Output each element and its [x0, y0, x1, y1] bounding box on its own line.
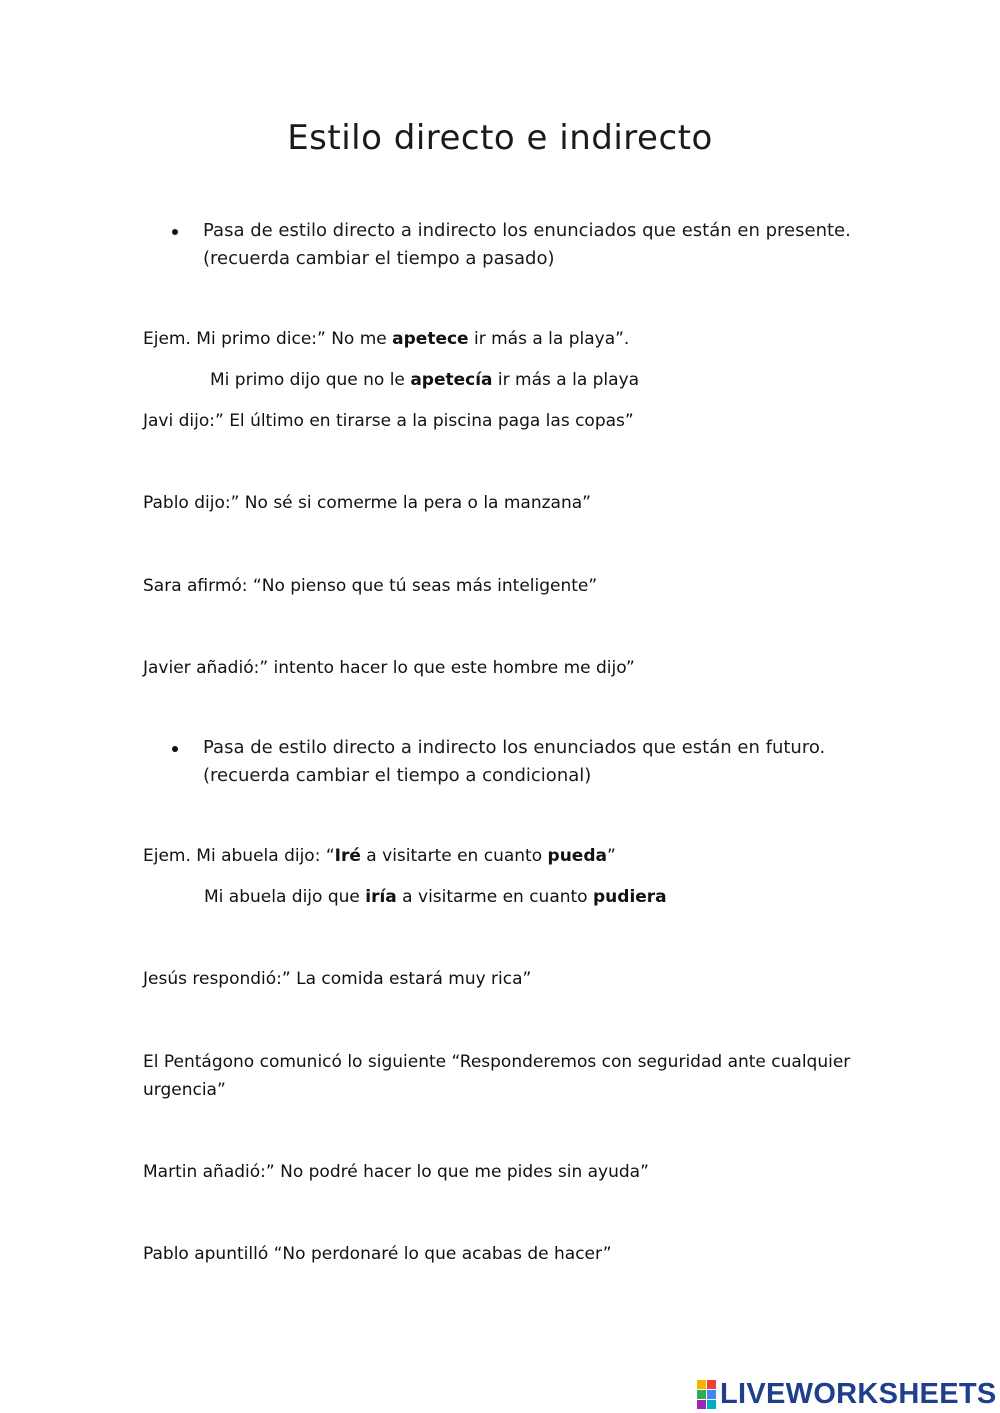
- liveworksheets-logo-icon: [697, 1380, 716, 1409]
- example-2-direct: Ejem. Mi abuela dijo: “Iré a visitarte en cuanto pueda”: [143, 846, 616, 866]
- example-1-indirect: Mi primo dijo que no le apetecía ir más a la playa: [210, 370, 640, 390]
- sentence: Javi dijo:” El último en tirarse a la piscina paga las copas”: [143, 411, 634, 431]
- sentence: Javier añadió:” intento hacer lo que este hombre me dijo”: [143, 658, 635, 678]
- instruction-1-line-1: Pasa de estilo directo a indirecto los enunciados que están en presente.: [203, 220, 851, 241]
- sentence: urgencia”: [143, 1080, 226, 1100]
- instruction-1-line-2: (recuerda cambiar el tiempo a pasado): [203, 248, 555, 269]
- sentence: Sara afirmó: “No pienso que tú seas más inteligente”: [143, 576, 598, 596]
- sentence: El Pentágono comunicó lo siguiente “Responderemos con seguridad ante cualquier: [143, 1052, 851, 1072]
- sentence: Martin añadió:” No podré hacer lo que me pides sin ayuda”: [143, 1162, 649, 1182]
- sentence: Pablo dijo:” No sé si comerme la pera o la manzana”: [143, 493, 591, 513]
- example-1-direct: Ejem. Mi primo dice:” No me apetece ir más a la playa”.: [143, 329, 630, 349]
- instruction-2-line-2: (recuerda cambiar el tiempo a condicional): [203, 765, 592, 786]
- bullet-icon: [172, 746, 178, 752]
- bullet-icon: [172, 229, 178, 235]
- liveworksheets-logo: [697, 1378, 997, 1410]
- page-title: Estilo directo e indirecto: [287, 118, 713, 158]
- logo-text: LIVEWORKSHEETS: [720, 1377, 997, 1410]
- instruction-2-line-1: Pasa de estilo directo a indirecto los enunciados que están en futuro.: [203, 737, 826, 758]
- sentence: Jesús respondió:” La comida estará muy rica”: [143, 969, 532, 989]
- example-2-indirect: Mi abuela dijo que iría a visitarme en cuanto pudiera: [204, 887, 667, 907]
- sentence: Pablo apuntilló “No perdonaré lo que acabas de hacer”: [143, 1244, 612, 1264]
